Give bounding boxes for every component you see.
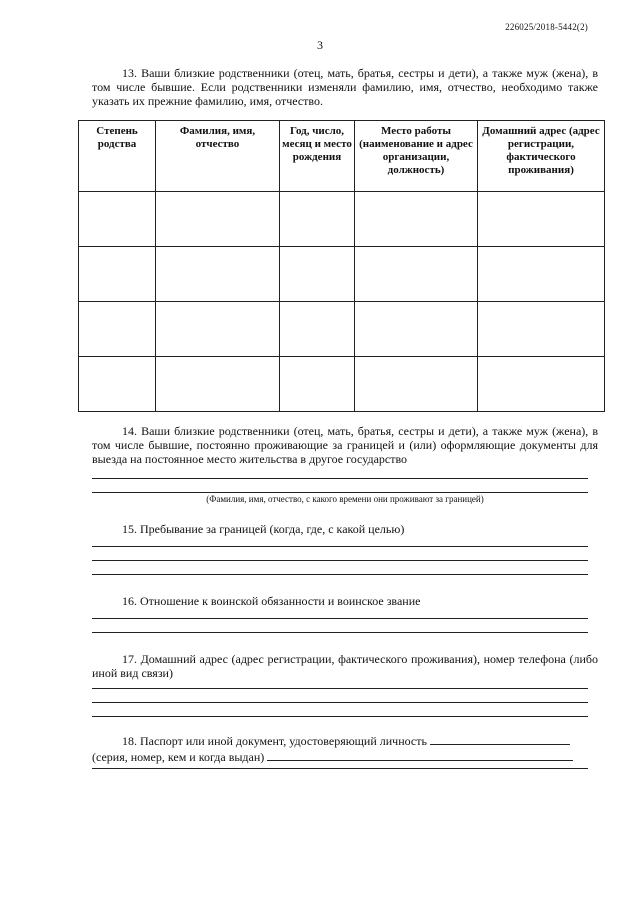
- table-cell[interactable]: [355, 247, 478, 302]
- table-cell[interactable]: [156, 192, 280, 247]
- table-cell[interactable]: [280, 357, 355, 412]
- column-header-workplace: Место работы (наименование и адрес организации, должность): [355, 121, 478, 192]
- table-cell[interactable]: [156, 247, 280, 302]
- question-18-text: 18. Паспорт или иной документ, удостоверяющий личность: [122, 734, 427, 748]
- table-row: [79, 302, 605, 357]
- table-cell[interactable]: [478, 302, 605, 357]
- table-cell[interactable]: [280, 247, 355, 302]
- table-row: [79, 247, 605, 302]
- table-cell[interactable]: [79, 302, 156, 357]
- table-cell[interactable]: [280, 192, 355, 247]
- answer-line-17[interactable]: [92, 716, 588, 717]
- question-14-text: 14. Ваши близкие родственники (отец, мать, братья, сестры и дети), а также муж (жена), в том числе бывшие, постоянно проживающие за границей и (или) оформляющие документы для выезда на постоянное место жительства в другое государство: [92, 424, 598, 466]
- table-cell[interactable]: [355, 192, 478, 247]
- column-header-home-address: Домашний адрес (адрес регистрации, фактического проживания): [478, 121, 605, 192]
- table-cell[interactable]: [478, 357, 605, 412]
- table-cell[interactable]: [478, 192, 605, 247]
- table-cell[interactable]: [156, 357, 280, 412]
- table-cell[interactable]: [280, 302, 355, 357]
- table-cell[interactable]: [478, 247, 605, 302]
- table-cell[interactable]: [79, 247, 156, 302]
- column-header-full-name: Фамилия, имя, отчество: [156, 121, 280, 192]
- passport-details-input-line[interactable]: [267, 750, 573, 761]
- answer-line-17[interactable]: [92, 702, 588, 703]
- table-cell[interactable]: [355, 302, 478, 357]
- question-13-text: 13. Ваши близкие родственники (отец, мать, братья, сестры и дети), а также муж (жена), в том числе бывшие. Если родственники изменяли фамилию, имя, отчество, необходимо также указать их прежние фамилию, имя, отчество.: [92, 66, 598, 108]
- page-number: 3: [317, 38, 323, 52]
- question-18-line1: [122, 734, 570, 748]
- answer-line-15[interactable]: [92, 546, 588, 547]
- answer-line-16[interactable]: [92, 632, 588, 633]
- column-header-birth: Год, число, месяц и место рождения: [280, 121, 355, 192]
- question-14-caption: (Фамилия, имя, отчество, с какого времени они проживают за границей): [206, 494, 484, 504]
- answer-line-14[interactable]: [92, 492, 588, 493]
- table-cell[interactable]: [156, 302, 280, 357]
- table-row: [79, 357, 605, 412]
- document-code: 226025/2018-5442(2): [505, 22, 588, 32]
- column-header-relation: Степень родства: [79, 121, 156, 192]
- table-row: [79, 192, 605, 247]
- table-cell[interactable]: [79, 192, 156, 247]
- answer-line-16[interactable]: [92, 618, 588, 619]
- table-cell[interactable]: [79, 357, 156, 412]
- question-18-subtext: (серия, номер, кем и когда выдан): [92, 750, 265, 764]
- table-cell[interactable]: [355, 357, 478, 412]
- answer-line-15[interactable]: [92, 574, 588, 575]
- answer-line-14[interactable]: [92, 478, 588, 479]
- passport-input-line[interactable]: [430, 734, 570, 745]
- question-16-text: 16. Отношение к воинской обязанности и воинское звание: [122, 594, 421, 608]
- question-15-text: 15. Пребывание за границей (когда, где, с какой целью): [122, 522, 405, 536]
- answer-line-18[interactable]: [92, 768, 588, 769]
- question-18-line2: [92, 750, 573, 764]
- answer-line-15[interactable]: [92, 560, 588, 561]
- question-17-text: 17. Домашний адрес (адрес регистрации, фактического проживания), номер телефона (либо иной вид связи): [92, 652, 598, 680]
- relatives-table: [78, 120, 605, 412]
- answer-line-17[interactable]: [92, 688, 588, 689]
- table-header-row: [79, 121, 605, 192]
